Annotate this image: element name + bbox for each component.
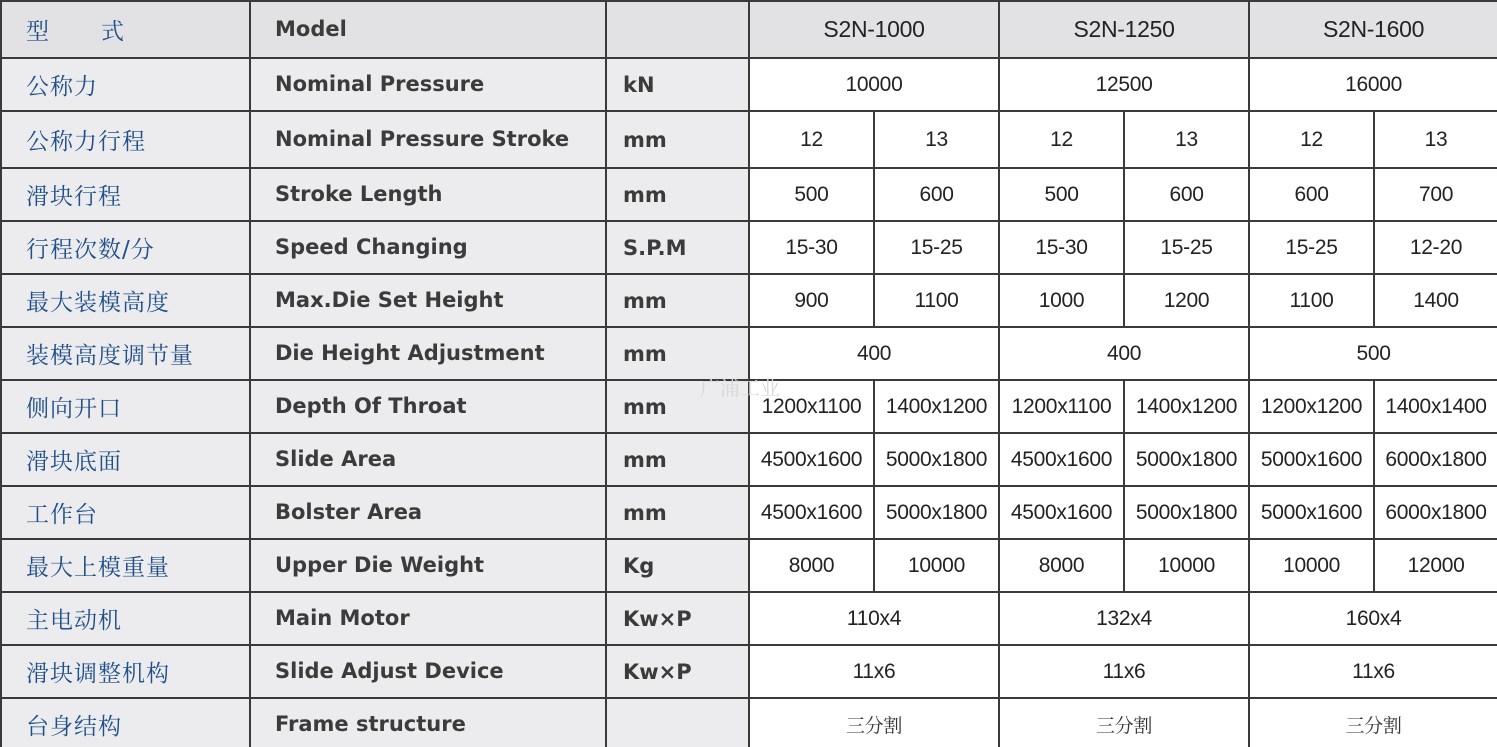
table-row <box>1 58 1497 111</box>
row-en-label: Stroke Length <box>250 168 606 221</box>
row-en-label: Bolster Area <box>250 486 606 539</box>
value-cell: 1400 <box>1374 274 1497 327</box>
value-cell: 600 <box>1124 168 1249 221</box>
value-cell: 1200x1200 <box>1249 380 1374 433</box>
value-cell: 5000x1800 <box>874 433 999 486</box>
table-row <box>1 539 1497 592</box>
value-cell: 1200x1100 <box>749 380 874 433</box>
value-cell: 1100 <box>1249 274 1374 327</box>
value-cell: 900 <box>749 274 874 327</box>
row-cn-label: 行程次数/分 <box>1 221 250 274</box>
value-cell: 10000 <box>749 58 999 111</box>
table-row <box>1 645 1497 698</box>
value-cell: 10000 <box>874 539 999 592</box>
value-cell: 11x6 <box>749 645 999 698</box>
row-en-label: Frame structure <box>250 698 606 747</box>
value-cell: 132x4 <box>999 592 1249 645</box>
value-cell: 5000x1800 <box>874 486 999 539</box>
value-cell: 15-25 <box>1124 221 1249 274</box>
value-cell: 11x6 <box>999 645 1249 698</box>
row-unit: mm <box>606 380 749 433</box>
value-cell: 8000 <box>749 539 874 592</box>
row-unit: mm <box>606 274 749 327</box>
value-cell: 13 <box>1124 111 1249 168</box>
value-cell: 1400x1400 <box>1374 380 1497 433</box>
value-cell: 12-20 <box>1374 221 1497 274</box>
value-cell: 10000 <box>1249 539 1374 592</box>
value-cell: 15-30 <box>749 221 874 274</box>
value-cell: 500 <box>1249 327 1497 380</box>
row-cn-label: 公称力行程 <box>1 111 250 168</box>
value-cell: 500 <box>999 168 1124 221</box>
value-cell: 16000 <box>1249 58 1497 111</box>
value-cell: 5000x1600 <box>1249 433 1374 486</box>
value-cell: 4500x1600 <box>999 433 1124 486</box>
table-row <box>1 698 1497 747</box>
row-cn-label: 滑块底面 <box>1 433 250 486</box>
value-cell: 600 <box>1249 168 1374 221</box>
value-cell: 4500x1600 <box>999 486 1124 539</box>
value-cell: 三分割 <box>749 698 999 747</box>
row-unit: mm <box>606 111 749 168</box>
row-cn-label: 最大装模高度 <box>1 274 250 327</box>
value-cell: 400 <box>749 327 999 380</box>
value-cell: 1200 <box>1124 274 1249 327</box>
row-unit: mm <box>606 327 749 380</box>
row-en-label: Slide Area <box>250 433 606 486</box>
row-cn-label: 公称力 <box>1 58 250 111</box>
value-cell: 1000 <box>999 274 1124 327</box>
row-unit: mm <box>606 433 749 486</box>
value-cell: 6000x1800 <box>1374 486 1497 539</box>
header-en-label: Model <box>250 1 606 58</box>
value-cell: 8000 <box>999 539 1124 592</box>
value-cell: 160x4 <box>1249 592 1497 645</box>
table-row <box>1 486 1497 539</box>
value-cell: 三分割 <box>999 698 1249 747</box>
value-cell: 12 <box>1249 111 1374 168</box>
row-en-label: Die Height Adjustment <box>250 327 606 380</box>
value-cell: 10000 <box>1124 539 1249 592</box>
value-cell: 15-25 <box>874 221 999 274</box>
row-en-label: Main Motor <box>250 592 606 645</box>
row-cn-label: 滑块调整机构 <box>1 645 250 698</box>
row-en-label: Max.Die Set Height <box>250 274 606 327</box>
value-cell: 1400x1200 <box>874 380 999 433</box>
table-row <box>1 221 1497 274</box>
header-cn-label: 型 式 <box>1 1 250 58</box>
value-cell: 1100 <box>874 274 999 327</box>
table-row <box>1 111 1497 168</box>
value-cell: 12000 <box>1374 539 1497 592</box>
row-cn-label: 滑块行程 <box>1 168 250 221</box>
row-cn-label: 侧向开口 <box>1 380 250 433</box>
value-cell: 12 <box>999 111 1124 168</box>
row-en-label: Speed Changing <box>250 221 606 274</box>
row-unit: Kg <box>606 539 749 592</box>
value-cell: 三分割 <box>1249 698 1497 747</box>
value-cell: 6000x1800 <box>1374 433 1497 486</box>
row-unit: mm <box>606 168 749 221</box>
table-row <box>1 592 1497 645</box>
value-cell: 5000x1600 <box>1249 486 1374 539</box>
row-unit: Kw×P <box>606 592 749 645</box>
row-unit: mm <box>606 486 749 539</box>
watermark: 广浦工业 <box>700 376 780 400</box>
model-header: S2N-1250 <box>999 1 1249 58</box>
row-cn-label: 主电动机 <box>1 592 250 645</box>
value-cell: 4500x1600 <box>749 486 874 539</box>
value-cell: 400 <box>999 327 1249 380</box>
value-cell: 13 <box>1374 111 1497 168</box>
model-header: S2N-1000 <box>749 1 999 58</box>
row-cn-label: 最大上模重量 <box>1 539 250 592</box>
value-cell: 1400x1200 <box>1124 380 1249 433</box>
value-cell: 500 <box>749 168 874 221</box>
row-en-label: Depth Of Throat <box>250 380 606 433</box>
value-cell: 600 <box>874 168 999 221</box>
row-unit: kN <box>606 58 749 111</box>
row-en-label: Upper Die Weight <box>250 539 606 592</box>
table-row <box>1 274 1497 327</box>
value-cell: 5000x1800 <box>1124 433 1249 486</box>
row-cn-label: 工作台 <box>1 486 250 539</box>
table-row <box>1 380 1497 433</box>
row-cn-label: 装模高度调节量 <box>1 327 250 380</box>
row-cn-label: 台身结构 <box>1 698 250 747</box>
value-cell: 11x6 <box>1249 645 1497 698</box>
header-unit-cell <box>606 1 749 58</box>
table-row <box>1 168 1497 221</box>
value-cell: 15-30 <box>999 221 1124 274</box>
table-row <box>1 433 1497 486</box>
value-cell: 12500 <box>999 58 1249 111</box>
value-cell: 700 <box>1374 168 1497 221</box>
value-cell: 110x4 <box>749 592 999 645</box>
row-unit: Kw×P <box>606 645 749 698</box>
value-cell: 5000x1800 <box>1124 486 1249 539</box>
value-cell: 4500x1600 <box>749 433 874 486</box>
row-unit <box>606 698 749 747</box>
row-en-label: Nominal Pressure Stroke <box>250 111 606 168</box>
value-cell: 13 <box>874 111 999 168</box>
row-en-label: Slide Adjust Device <box>250 645 606 698</box>
value-cell: 15-25 <box>1249 221 1374 274</box>
value-cell: 1200x1100 <box>999 380 1124 433</box>
header-row <box>1 1 1497 58</box>
value-cell: 12 <box>749 111 874 168</box>
table-row <box>1 327 1497 380</box>
row-unit: S.P.M <box>606 221 749 274</box>
row-en-label: Nominal Pressure <box>250 58 606 111</box>
model-header: S2N-1600 <box>1249 1 1497 58</box>
